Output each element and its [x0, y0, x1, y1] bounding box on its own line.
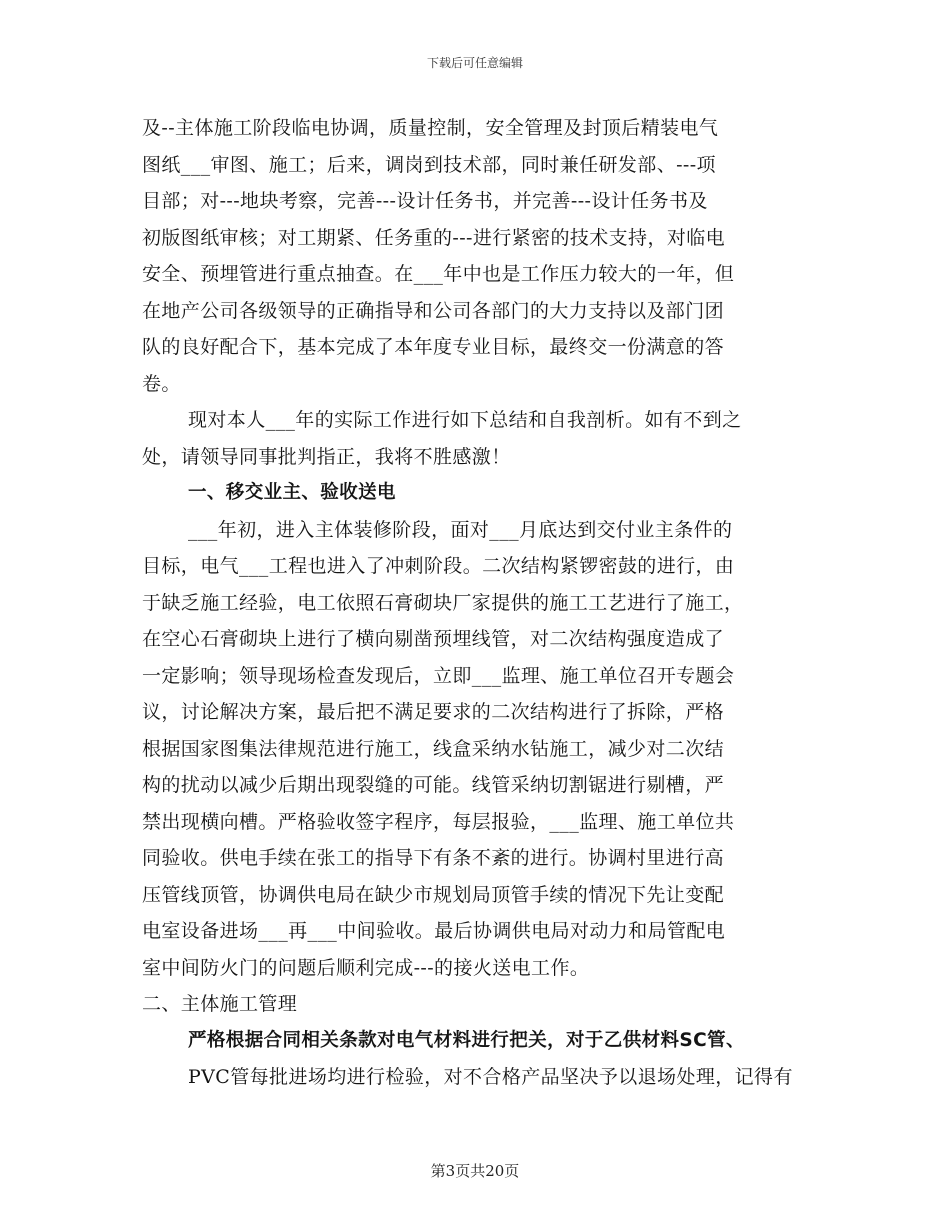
body-line: 现对本人___年的实际工作进行如下总结和自我剖析。如有不到之 — [188, 409, 742, 431]
body-line: 议，讨论解决方案，最后把不满足要求的二次结构进行了拆除，严格 — [142, 701, 725, 723]
body-line: 队的良好配合下，基本完成了本年度专业目标，最终交一份满意的答 — [142, 336, 725, 358]
body-line: 根据国家图集法律规范进行施工，线盒采纳水钻施工，减少对二次结 — [142, 737, 725, 760]
body-line: 目标，电气___工程也进入了冲刺阶段。二次结构紧锣密鼓的进行，由 — [142, 555, 735, 577]
body-line: 及--主体施工阶段临电协调，质量控制，安全管理及封顶后精装电气 — [142, 117, 719, 139]
body-line: 处，请领导同事批判指正，我将不胜感激！ — [142, 445, 511, 468]
body-line: 压管线顶管，协调供电局在缺少市规划局顶管手续的情况下先让变配 — [142, 883, 725, 906]
body-line: 禁出现横向槽。严格验收签字程序，每层报验，___监理、施工单位共 — [142, 810, 735, 833]
body-line: 二、主体施工管理 — [142, 993, 298, 1015]
body-line: 卷。 — [142, 372, 181, 395]
body-line: 同验收。供电手续在张工的指导下有条不紊的进行。协调村里进行高 — [142, 847, 725, 869]
section-heading: 严格根据合同相关条款对电气材料进行把关，对于乙供材料SC管、 — [188, 1029, 745, 1051]
body-line: 在地产公司各级领导的正确指导和公司各部门的大力支持以及部门团 — [142, 299, 725, 322]
body-line: 目部；对---地块考察，完善---设计任务书，并完善---设计任务书及 — [142, 190, 708, 212]
page-number: 第3页共20页 — [430, 1162, 520, 1180]
body-line — [142, 1096, 822, 1133]
document-body — [142, 110, 822, 1132]
body-line: 图纸___审图、施工；后来，调岗到技术部，同时兼任研发部、---项 — [142, 153, 716, 176]
body-line: 室中间防火门的问题后顺利完成---的接火送电工作。 — [142, 956, 590, 979]
section-heading: 一、移交业主、验收送电 — [188, 482, 396, 503]
body-line: 电室设备进场___再___中间验收。最后协调供电局对动力和局管配电 — [142, 920, 726, 942]
body-line: 初版图纸审核；对工期紧、任务重的---进行紧密的技术支持，对临电 — [142, 226, 726, 249]
body-line: 安全、预埋管进行重点抽查。在___年中也是工作压力较大的一年，但 — [142, 263, 735, 285]
body-line: 于缺乏施工经验，电工依照石膏砌块厂家提供的施工工艺进行了施工， — [142, 591, 744, 614]
body-line: PVC管每批进场均进行检验，对不合格产品坚决予以退场处理，记得有 — [188, 1066, 793, 1088]
body-line: 一定影响；领导现场检查发现后，立即___监理、施工单位召开专题会 — [142, 664, 735, 687]
body-line: ___年初，进入主体装修阶段，面对___月底达到交付业主条件的 — [188, 518, 733, 541]
body-line: 构的扰动以减少后期出现裂缝的可能。线管采纳切割锯进行剔槽，严 — [142, 774, 725, 796]
body-line: 在空心石膏砌块上进行了横向剔凿预埋线管，对二次结构强度造成了 — [142, 628, 725, 650]
page-header: 下载后可任意编辑 — [426, 56, 523, 70]
